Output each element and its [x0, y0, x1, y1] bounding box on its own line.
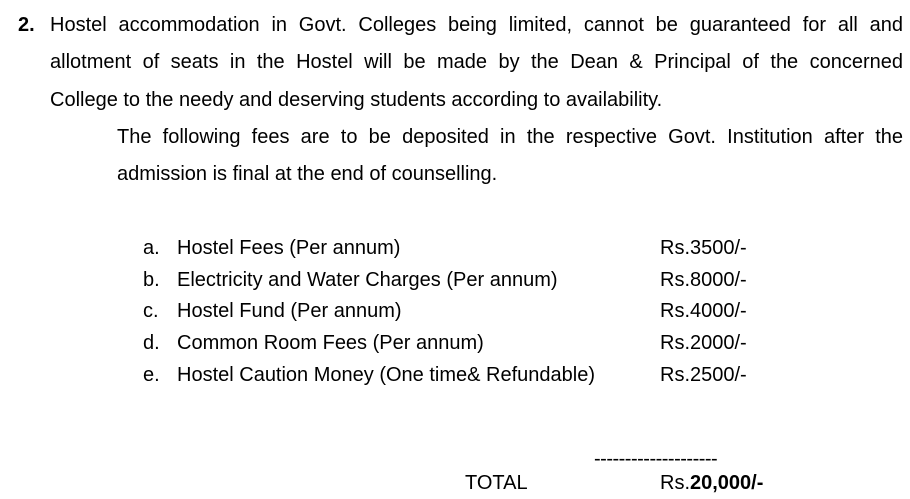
fee-letter: e.	[143, 364, 160, 386]
paragraph-line: Hostel accommodation in Govt. Colleges being limited, cannot be guaranteed for all and	[50, 14, 903, 36]
total-label: TOTAL	[465, 472, 528, 494]
total-rule: --------------------	[594, 448, 718, 470]
paragraph-line: allotment of seats in the Hostel will be made by the Dean & Principal of the concerned	[50, 51, 903, 73]
fee-amount: Rs.8000/-	[660, 269, 747, 291]
fee-letter: d.	[143, 332, 160, 354]
fee-item	[0, 329, 910, 357]
fee-letter: a.	[143, 237, 160, 259]
total-amount-prefix: Rs.	[660, 472, 690, 494]
paragraph-line: College to the needy and deserving students according to availability.	[50, 89, 663, 111]
section-number: 2.	[18, 14, 35, 36]
fee-label: Common Room Fees (Per annum)	[177, 332, 484, 354]
total-amount-value: 20,000/-	[690, 472, 764, 494]
paragraph-line: admission is final at the end of counselling.	[117, 163, 498, 185]
fee-label: Hostel Caution Money (One time& Refundable)	[177, 364, 595, 386]
fee-item	[0, 234, 910, 262]
fee-label: Electricity and Water Charges (Per annum)	[177, 269, 558, 291]
fee-amount: Rs.3500/-	[660, 237, 747, 259]
paragraph-line: The following fees are to be deposited in the respective Govt. Institution after the	[117, 126, 903, 148]
fee-item	[0, 361, 910, 389]
fee-item	[0, 266, 910, 294]
total-amount	[660, 469, 763, 497]
fee-amount: Rs.2000/-	[660, 332, 747, 354]
fee-item	[0, 297, 910, 325]
fee-label: Hostel Fees (Per annum)	[177, 237, 401, 259]
fee-letter: c.	[143, 300, 159, 322]
fee-letter: b.	[143, 269, 160, 291]
fee-label: Hostel Fund (Per annum)	[177, 300, 402, 322]
fee-amount: Rs.4000/-	[660, 300, 747, 322]
fee-amount: Rs.2500/-	[660, 364, 747, 386]
